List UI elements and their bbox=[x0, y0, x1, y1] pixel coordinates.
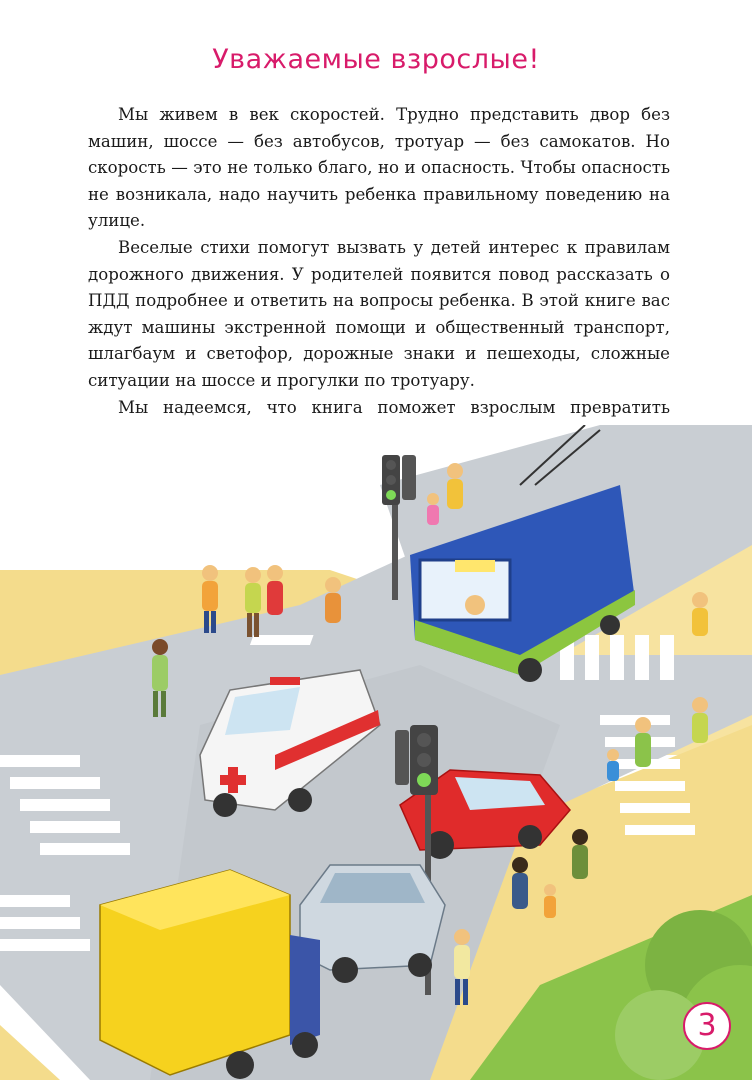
paragraph-1: Мы живем в век скоростей. Трудно представить двор без машин, шоссе — без автобусов, тротуар — без самокатов. Но скорость — это не только благо, но и опасность. Чтобы опасность не возникала, надо научить ребенка правильному поведению на улице. bbox=[88, 105, 670, 231]
suv-icon bbox=[300, 865, 445, 983]
intro-text bbox=[88, 102, 670, 448]
page-title: Уважаемые взрослые! bbox=[212, 44, 540, 75]
paragraph-3: Мы надеемся, что книга поможет взрослым превратить bbox=[118, 397, 670, 417]
street-illustration bbox=[0, 425, 752, 1080]
paragraph-2: Веселые стихи помогут вызвать у детей интерес к правилам дорожного движения. У родителей появится повод рассказать о ПДД подробнее и ответить на вопросы ребенка. В этой книге вас ждут машины экстренной помощи и общественный транспорт, шлагбаум и светофор, дорожные знаки и пешеходы, сложные ситуации на шоссе и прогулки по тротуару. bbox=[88, 237, 670, 390]
page-number: 3 bbox=[683, 1002, 731, 1050]
